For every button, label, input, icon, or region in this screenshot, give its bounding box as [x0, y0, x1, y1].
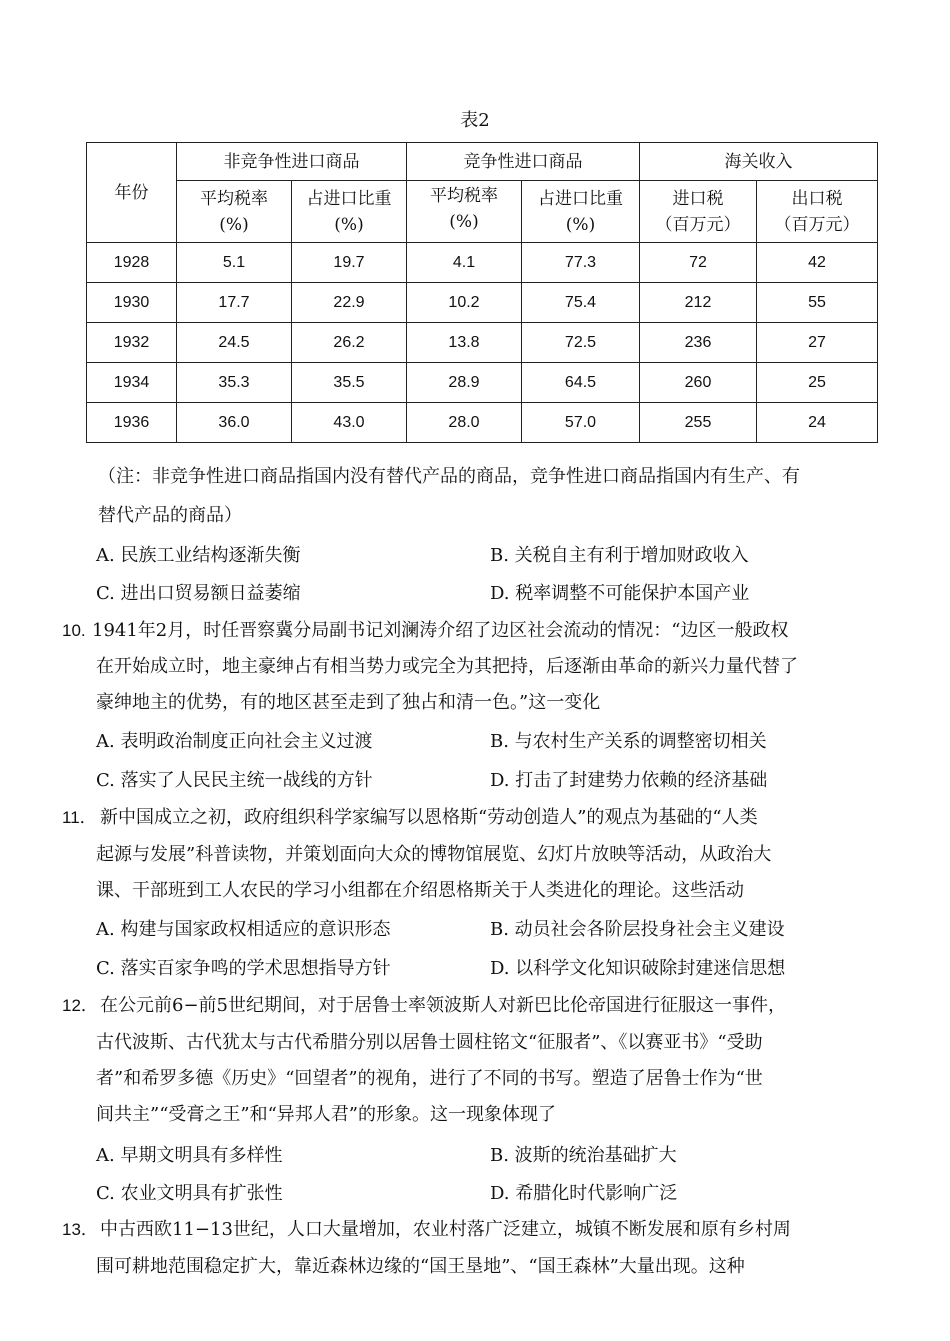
cell: 28.0 — [407, 403, 522, 443]
q10-option-c[interactable]: C. 落实了人民民主统一战线的方针 — [96, 770, 373, 791]
q11-option-c[interactable]: C. 落实百家争鸣的学术思想指导方针 — [96, 958, 391, 979]
cell: 13.8 — [407, 323, 522, 363]
cell: 25 — [757, 363, 878, 403]
cell: 57.0 — [522, 403, 640, 443]
cell: 42 — [757, 243, 878, 283]
cell: 255 — [640, 403, 757, 443]
q12-text-line: 在公元前6−前5世纪期间，对于居鲁士率领波斯人对新巴比伦帝国进行征服这一事件， — [100, 995, 786, 1016]
q9-option-b[interactable]: B. 关税自主有利于增加财政收入 — [490, 545, 749, 566]
cell: 26.2 — [292, 323, 407, 363]
q12-option-c[interactable]: C. 农业文明具有扩张性 — [96, 1183, 283, 1204]
q10-option-d[interactable]: D. 打击了封建势力依赖的经济基础 — [490, 770, 768, 791]
cell: 43.0 — [292, 403, 407, 443]
cell: 19.7 — [292, 243, 407, 283]
subheader: 占进口比重 (%) — [522, 181, 640, 243]
q13-text-line: 中古西欧11−13世纪，人口大量增加，农业村落广泛建立，城镇不断发展和原有乡村周 — [100, 1219, 791, 1240]
q10-option-a[interactable]: A. 表明政治制度正向社会主义过渡 — [96, 731, 373, 752]
cell: 1934 — [87, 363, 177, 403]
q9-option-a[interactable]: A. 民族工业结构逐渐失衡 — [96, 545, 301, 566]
cell: 27 — [757, 323, 878, 363]
q11-text-line: 起源与发展”科普读物，并策划面向大众的博物馆展览、幻灯片放映等活动，从政治大 — [96, 844, 772, 865]
q10-option-b[interactable]: B. 与农村生产关系的调整密切相关 — [490, 731, 767, 752]
q10-text-line: 1941年2月，时任晋察冀分局副书记刘澜涛介绍了边区社会流动的情况：“边区一般政权 — [92, 620, 789, 641]
group-header-noncompetitive: 非竞争性进口商品 — [177, 143, 407, 181]
cell: 10.2 — [407, 283, 522, 323]
q12-option-b[interactable]: B. 波斯的统治基础扩大 — [490, 1145, 677, 1166]
q12-text-line: 者”和希罗多德《历史》“回望者”的视角，进行了不同的书写。塑造了居鲁士作为“世 — [96, 1068, 763, 1089]
table-row — [87, 283, 878, 323]
q11-option-a[interactable]: A. 构建与国家政权相适应的意识形态 — [96, 919, 391, 940]
cell: 36.0 — [177, 403, 292, 443]
q12-number: 12． — [62, 996, 98, 1015]
q10-text-line: 豪绅地主的优势，有的地区甚至走到了独占和清一色。”这一变化 — [96, 692, 601, 713]
cell: 24.5 — [177, 323, 292, 363]
cell: 22.9 — [292, 283, 407, 323]
cell: 1936 — [87, 403, 177, 443]
q12-option-d[interactable]: D. 希腊化时代影响广泛 — [490, 1183, 678, 1204]
group-header-customs: 海关收入 — [640, 143, 878, 181]
q9-option-c[interactable]: C. 进出口贸易额日益萎缩 — [96, 583, 301, 604]
tariff-table — [86, 142, 878, 443]
subheader: 平均税率 (%) — [177, 181, 292, 243]
cell: 236 — [640, 323, 757, 363]
cell: 72 — [640, 243, 757, 283]
q11-option-d[interactable]: D. 以科学文化知识破除封建迷信思想 — [490, 958, 786, 979]
q12-text-line: 间共主”“受膏之王”和“异邦人君”的形象。这一现象体现了 — [96, 1104, 557, 1125]
cell: 24 — [757, 403, 878, 443]
cell: 1930 — [87, 283, 177, 323]
cell: 28.9 — [407, 363, 522, 403]
cell: 35.5 — [292, 363, 407, 403]
q12-text-line: 古代波斯、古代犹太与古代希腊分别以居鲁士圆柱铭文“征服者”、《以赛亚书》“受助 — [96, 1032, 763, 1053]
cell: 72.5 — [522, 323, 640, 363]
cell: 64.5 — [522, 363, 640, 403]
table-row — [87, 243, 878, 283]
group-header-competitive: 竞争性进口商品 — [407, 143, 640, 181]
table-row — [87, 323, 878, 363]
table-row — [87, 363, 878, 403]
cell: 260 — [640, 363, 757, 403]
q10-number: 10. — [62, 621, 86, 640]
table-row — [87, 403, 878, 443]
cell: 212 — [640, 283, 757, 323]
cell: 4.1 — [407, 243, 522, 283]
q11-option-b[interactable]: B. 动员社会各阶层投身社会主义建设 — [490, 919, 785, 940]
cell: 35.3 — [177, 363, 292, 403]
subheader: 平均税率 (%) — [407, 181, 522, 243]
table-note-line-2: 替代产品的商品） — [98, 505, 242, 526]
q9-option-d[interactable]: D. 税率调整不可能保护本国产业 — [490, 583, 750, 604]
subheader: 占进口比重 (%) — [292, 181, 407, 243]
cell: 1932 — [87, 323, 177, 363]
table-note-line-1: （注：非竞争性进口商品指国内没有替代产品的商品，竞争性进口商品指国内有生产、有 — [98, 466, 800, 487]
cell: 1928 — [87, 243, 177, 283]
cell: 75.4 — [522, 283, 640, 323]
q11-text-line: 课、干部班到工人农民的学习小组都在介绍恩格斯关于人类进化的理论。这些活动 — [96, 880, 744, 901]
cell: 77.3 — [522, 243, 640, 283]
q10-text-line: 在开始成立时，地主豪绅占有相当势力或完全为其把持，后逐渐由革命的新兴力量代替了 — [96, 656, 798, 677]
cell: 17.7 — [177, 283, 292, 323]
subheader: 进口税 （百万元） — [640, 181, 757, 243]
q13-number: 13． — [62, 1220, 98, 1239]
cell: 55 — [757, 283, 878, 323]
cell: 5.1 — [177, 243, 292, 283]
table-caption: 表2 — [460, 110, 490, 131]
q11-text-line: 新中国成立之初，政府组织科学家编写以恩格斯“劳动创造人”的观点为基础的“人类 — [100, 807, 758, 828]
year-header: 年份 — [87, 143, 177, 243]
subheader: 出口税 （百万元） — [757, 181, 878, 243]
q13-text-line: 围可耕地范围稳定扩大，靠近森林边缘的“国王垦地”、“国王森林”大量出现。这种 — [96, 1256, 745, 1277]
q12-option-a[interactable]: A. 早期文明具有多样性 — [96, 1145, 283, 1166]
q11-number: 11． — [62, 808, 97, 827]
